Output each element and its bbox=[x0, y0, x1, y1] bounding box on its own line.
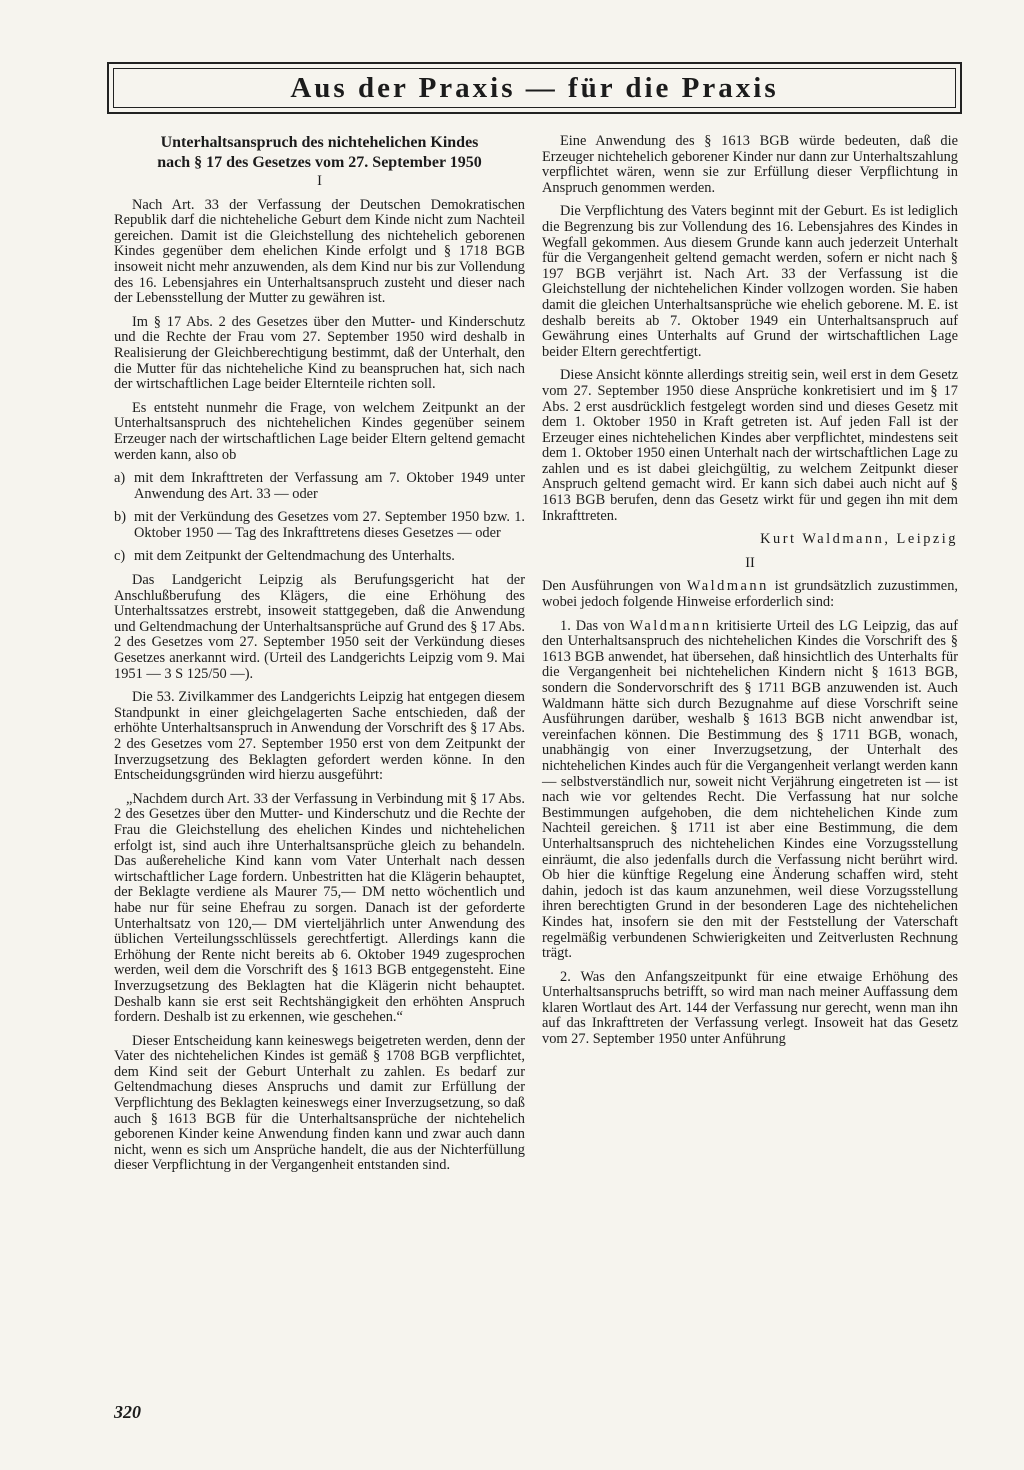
section-title: Aus der Praxis — für die Praxis bbox=[290, 71, 779, 104]
paragraph: 1. Das von Waldmann kritisierte Urteil des LG Leipzig, das auf den Unterhaltsanspruch des nichtehelichen Kindes die Vorschrift des § 1613 BGB anwendet, hat übersehen, daß hinsichtlich des Unterhalts für die Vergangenheit bei nichtehelichen Kindern nicht § 1613 BGB, sondern die Sondervorschrift des § 1711 BGB anzuwenden ist. Auch Waldmann hätte sich durch Bezugnahme auf diese Vorschrift seine Ausführungen darüber, weshalb § 1613 BGB nicht anwendbar ist, vereinfachen können. Die Bestimmung des § 1711 BGB, wonach, unabhängig von einer Inverzugsetzung, der Unterhalt des nichtehelichen Kindes auch für die Vergangenheit verlangt werden kann — selbstverständlich nur, soweit nicht Verjährung eingetreten ist — ist nach wie vor geltendes Recht. Die Verfassung hat nur solche Bestimmungen aufgehoben, die dem nichtehelichen Kinde zum Nachteil gereichen. § 1711 ist aber eine Bestimmung, die dem Unterhaltsanspruch des nichtehelichen Kindes eine Vorzugsstellung einräumt, die also jedenfalls durch die Verfassung nicht berührt wird. Ob hier die künftige Regelung eine Änderung schaffen wird, steht dahin, jedoch ist das kaum anzunehmen, weil diese Vorzugsstellung ihren berechtigten Grund in der besonderen Lage des nichtehelichen Kindes hat, insofern sie den mit der Feststellung der Vaterschaft regelmäßig verbundenen Schwierigkeiten und Zeitverlusten Rechnung trägt. bbox=[542, 617, 958, 962]
paragraph: Die Verpflichtung des Vaters beginnt mit der Geburt. Es ist lediglich die Begrenzung bis zur Vollendung des 16. Lebensjahres des Kindes in Wegfall gekommen. Aus diesem Grunde kann auch jederzeit Unterhalt für die Vergangenheit geltend gemacht werden, sofern er nicht nach § 197 BGB verjährt ist. Nach Art. 33 der Verfassung ist die Gleichstellung der nichtehelichen Kinder vollzogen worden. Sie haben damit die gleichen Unterhaltsansprüche wie ehelich geborene. M. E. ist deshalb bereits ab 7. Oktober 1949 ein Unterhaltsanspruch auf Gewährung eines Unterhalts auf Grund der wirtschaftlichen Lage beider Eltern gerechtfertigt. bbox=[542, 203, 958, 360]
author-signature: Kurt Waldmann, Leipzig bbox=[760, 531, 958, 548]
list-item-b: b) mit der Verkündung des Gesetzes vom 27. September 1950 bzw. 1. Oktober 1950 — Tag des Inkrafttretens dieses Gesetzes — oder bbox=[114, 509, 525, 541]
paragraph: Das Landgericht Leipzig als Berufungsgericht hat der Anschlußberufung des Klägers, die eine Erhöhung des Unterhaltssatzes erstrebt, insoweit stattgegeben, daß die Anwendung und Geltendmachung der Unterhaltsansprüche auf Grund des § 17 Abs. 2 des Gesetzes vom 27. September 1950 seit der Verkündung dieses Gesetzes anerkannt wird. (Urteil des Landgerichts Leipzig vom 9. Mai 1951 — 3 S 125/50 —). bbox=[114, 572, 525, 682]
part-two-label: II bbox=[745, 554, 755, 571]
section-header-box bbox=[107, 62, 962, 114]
list-item-c: c) mit dem Zeitpunkt der Geltendmachung des Unterhalts. bbox=[114, 548, 455, 565]
article-title-line-2: nach § 17 des Gesetzes vom 27. September 1950 bbox=[157, 154, 482, 171]
paragraph: 2. Was den Anfangszeitpunkt für eine etwaige Erhöhung des Unterhaltsanspruchs betrifft, so wird man nach meiner Auffassung dem klaren Wortlaut des Art. 144 der Verfassung nur gerecht, wenn man ihn auf das Inkrafttreten der Verfassung verlegt. Insoweit hat das Gesetz vom 27. September 1950 unter Anführung bbox=[542, 968, 958, 1048]
paragraph: Nach Art. 33 der Verfassung der Deutschen Demokratischen Republik darf die nichteheliche Geburt dem Kinde nicht zum Nachteil gereichen. Damit ist die Gleichstellung des nichtehelich geborenen Kindes gegenüber dem ehelichen Kinde erfolgt und § 1718 BGB insoweit nicht mehr anzuwenden, als dem Kind nur bis zur Vollendung des 16. Lebensjahres ein Unterhaltsanspruch zusteht und dieser nach der Lebensstellung der Mutter zu gewähren ist. bbox=[114, 196, 525, 307]
paragraph: Diese Ansicht könnte allerdings streitig sein, weil erst in dem Gesetz vom 27. September 1950 diese Ansprüche konkretisiert und im § 17 Abs. 2 erst ausdrücklich festgelegt worden sind und dieses Gesetz mit dem 1. Oktober 1950 in Kraft getreten ist. Auf jeden Fall ist der Erzeuger eines nichtehelichen Kindes aber verpflichtet, mindestens seit dem 1. Oktober 1950 einen Unterhalt nach der wirtschaftlichen Lage zu zahlen und es ist dabei gleichgültig, zu welchem Zeitpunkt dieser Anspruch geltend gemacht wird. Er kann sich dabei auch nicht auf § 1613 BGB berufen, denn das Gesetz wirkt für und gegen ihn mit dem Inkrafttreten. bbox=[542, 367, 958, 524]
article-title-line-1: Unterhaltsanspruch des nichtehelichen Kindes bbox=[160, 134, 479, 151]
court-quote bbox=[114, 792, 525, 1026]
page-number: 320 bbox=[114, 1402, 141, 1422]
paragraph: Dieser Entscheidung kann keineswegs beigetreten werden, denn der Vater des nichtehelichen Kindes ist gemäß § 1708 BGB verpflichtet, dem Kind seit der Geburt Unterhalt zu zahlen. Es bedarf zur Geltendmachung dieses Anspruchs und damit zur Erfüllung der Verpflichtung des Beklagten keineswegs einer Inverzugsetzung, so daß auch § 1613 BGB für die Unterhaltsansprüche der nichtehelich geborenen Kinder keine Anwendung finden kann und zwar auch dann nicht, wenn es sich um Ansprüche handelt, die aus der Nichterfüllung dieser Verpflichtung in der Vergangenheit entstanden sind. bbox=[114, 1032, 525, 1174]
quote-text: „Nachdem durch Art. 33 der Verfassung in Verbindung mit § 17 Abs. 2 des Gesetzes über den Mutter- und Kinderschutz und die Rechte der Frau die Gleichstellung des ehelichen Kindes und nichtehelichen erfolgt ist, sind auch ihre Unterhaltsansprüche gleich zu behandeln. Das außereheliche Kind kann vom Vater Unterhalt nach dessen wirtschaftlicher Lage fordern. Unbestritten hat die Klägerin behauptet, der Beklagte verdiene als Maurer 75,— DM netto wöchentlich und habe nur für seine Ehefrau zu sorgen. Danach ist der geforderte Unterhaltsatz von 120,— DM vierteljährlich unter Anwendung des üblichen Verteilungsschlüssels gerechtfertigt. Allerdings kann die Erhöhung der Rente nicht bereits ab 6. Oktober 1949 zugesprochen werden, weil dem die Vorschrift des § 1613 BGB entgegensteht. Eine Inverzugsetzung des Beklagten hat die Klägerin nicht behauptet. Deshalb kann sie erst seit Rechtshängigkeit den erhöhten Anspruch fordern. Deshalb ist zu erkennen, wie geschehen.“ bbox=[114, 790, 525, 1026]
part-one-label: I bbox=[317, 173, 322, 189]
paragraph: Den Ausführungen von Waldmann ist grundsätzlich zuzustimmen, wobei jedoch folgende Hinweise erforderlich sind: bbox=[542, 578, 958, 611]
paragraph: Die 53. Zivilkammer des Landgerichts Leipzig hat entgegen diesem Standpunkt in einer gleichgelagerten Sache entschieden, daß der erhöhte Unterhaltsanspruch in Anwendung der Vorschrift des § 17 Abs. 2 des Gesetzes vom 27. September 1950 erst von dem Zeitpunkt der Inverzugsetzung des Beklagten gefordert werden könne. In den Entscheidungsgründen wird hierzu ausgeführt: bbox=[114, 689, 525, 784]
paragraph: Es entsteht nunmehr die Frage, von welchem Zeitpunkt an der Unterhaltsanspruch des nichtehelichen Kindes gegenüber seinem Erzeuger nach der wirtschaftlichen Lage beider Eltern geltend gemacht werden kann, also ob bbox=[114, 399, 525, 463]
left-column bbox=[114, 134, 525, 1182]
paragraph: Im § 17 Abs. 2 des Gesetzes über den Mutter- und Kinderschutz und die Rechte der Frau vom 27. September 1950 wird deshalb in Realisierung der Gleichberechtigung bestimmt, daß der Unterhalt, den die Mutter für das nichteheliche Kind zu beanspruchen hat, sich nach der wirtschaftlichen Lage beider Elternteile richten soll. bbox=[114, 313, 525, 393]
right-column bbox=[542, 134, 958, 1056]
list-item-a: a) mit dem Inkrafttreten der Verfassung am 7. Oktober 1949 unter Anwendung des Art. 33 — oder bbox=[114, 470, 525, 502]
paragraph: Eine Anwendung des § 1613 BGB würde bedeuten, daß die Erzeuger nichtehelich geborener Kinder nur dann zur Unterhaltszahlung verpflichtet wären, wenn sie zur Erfüllung dieser Verpflichtung in Anspruch genommen werden. bbox=[542, 133, 958, 196]
